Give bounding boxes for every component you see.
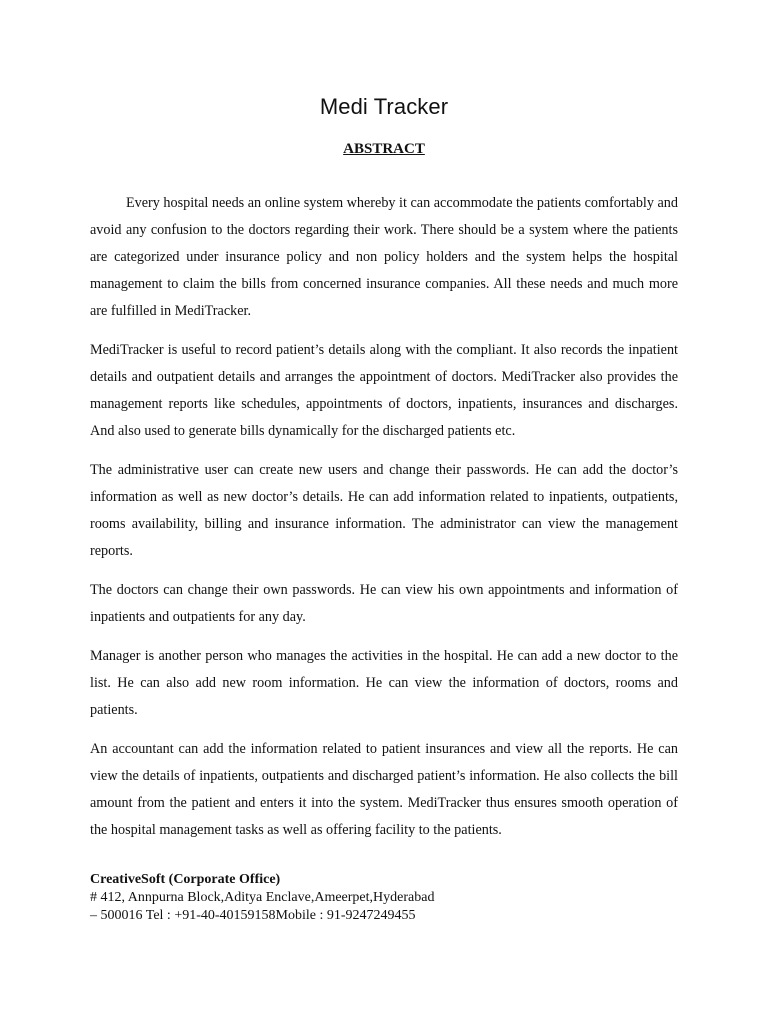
paragraph-doctors: The doctors can change their own passwords. He can view his own appointments and information of inpatients and outpatients for any day.: [90, 582, 678, 625]
paragraph-administrator: The administrative user can create new users and change their passwords. He can add the doctor’s information as well as new doctor’s details. He can add information related to inpatients, outpatients, rooms availability, billing and insurance information. The administrator can view the management reports.: [90, 462, 678, 559]
paragraph-features: MediTracker is useful to record patient’s details along with the compliant. It also records the inpatient details and outpatient details and arranges the appointment of doctors. MediTracker also provides the management reports like schedules, appointments of doctors, inpatients, insurances and discharges. And also used to generate bills dynamically for the discharged patients etc.: [90, 342, 678, 439]
address-line-2: – 500016 Tel : +91-40-40159158Mobile : 91-9247249455: [90, 908, 416, 923]
address-line-1: # 412, Annpurna Block,Aditya Enclave,Ameerpet,Hyderabad: [90, 890, 435, 905]
document-title: Medi Tracker: [319, 94, 449, 119]
paragraph-intro: Every hospital needs an online system whereby it can accommodate the patients comfortably and avoid any confusion to the doctors regarding their work. There should be a system where the patients are categorized under insurance policy and non policy holders and the system helps the hospital management to claim the bills from concerned insurance companies. All these needs and much more are fulfilled in MediTracker.: [90, 195, 678, 319]
paragraph-manager: Manager is another person who manages the activities in the hospital. He can add a new doctor to the list. He can also add new room information. He can view the information of doctors, rooms and patients.: [90, 648, 678, 718]
paragraph-accountant: An accountant can add the information related to patient insurances and view all the reports. He can view the details of inpatients, outpatients and discharged patient’s information. He also collects the bill amount from the patient and enters it into the system. MediTracker thus ensures smooth operation of the hospital management tasks as well as offering facility to the patients.: [90, 741, 678, 838]
abstract-body: [90, 190, 678, 856]
abstract-heading: ABSTRACT: [343, 141, 425, 157]
company-footer: [90, 871, 434, 925]
company-name: CreativeSoft (Corporate Office): [90, 872, 281, 887]
